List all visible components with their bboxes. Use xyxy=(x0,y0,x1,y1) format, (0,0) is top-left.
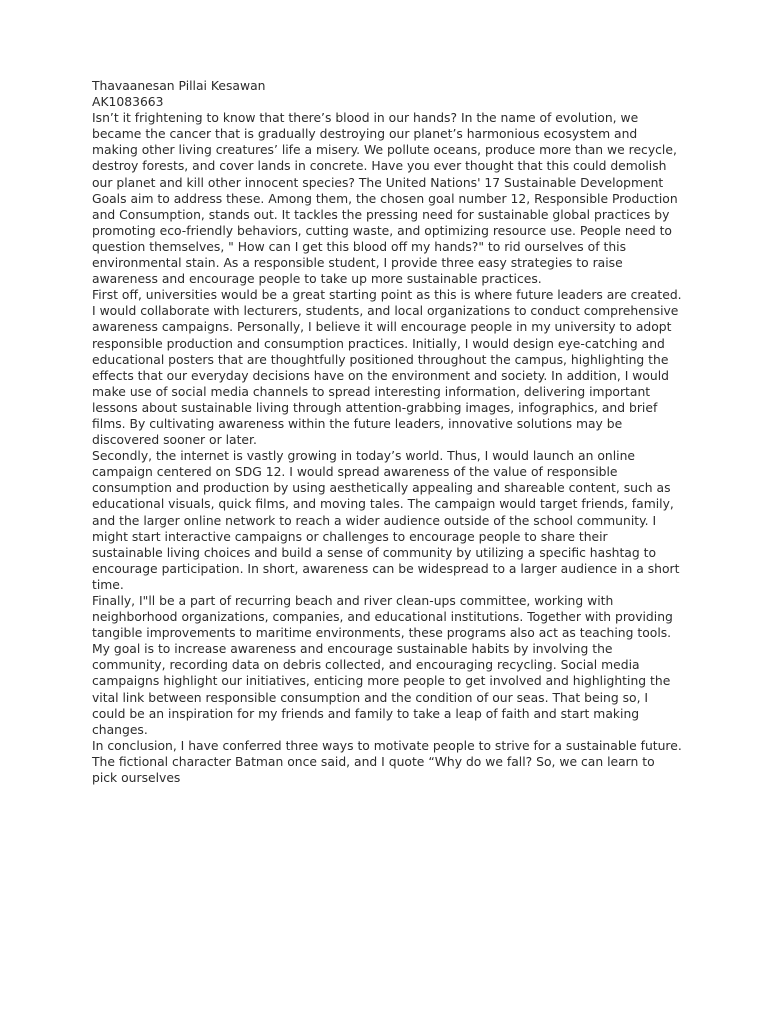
paragraph-second-strategy: Secondly, the internet is vastly growing in today’s world. Thus, I would launch an online campaign centered on SDG 12. I would spread awareness of the value of responsible consumption and production by using aesthetically appealing and shareable content, such as educational visuals, quick films, and moving tales. The campaign would target friends, family, and the larger online network to reach a wider audience outside of the school community. I might start interactive campaigns or challenges to encourage people to share their sustainable living choices and build a sense of community by utilizing a specific hashtag to encourage participation. In short, awareness can be widespread to a larger audience in a short time. xyxy=(92,449,680,592)
document-body xyxy=(92,78,682,786)
paragraph-third-strategy: Finally, I"ll be a part of recurring beach and river clean-ups committee, working with neighborhood organizations, companies, and educational institutions. Together with providing tangible improvements to maritime environments, these programs also act as teaching tools. My goal is to increase awareness and encourage sustainable habits by involving the community, recording data on debris collected, and encouraging recycling. Social media campaigns highlight our initiatives, enticing more people to get involved and highlighting the vital link between responsible consumption and the condition of our seas. That being so, I could be an inspiration for my friends and family to take a leap of faith and start making changes. xyxy=(92,594,673,737)
paragraph-first-strategy: First off, universities would be a great starting point as this is where future leaders are created. I would collaborate with lecturers, students, and local organizations to conduct comprehensive awareness campaigns. Personally, I believe it will encourage people in my university to adopt responsible production and consumption practices. Initially, I would design eye-catching and educational posters that are thoughtfully positioned throughout the campus, highlighting the effects that our everyday decisions have on the environment and society. In addition, I would make use of social media channels to spread interesting information, delivering important lessons about sustainable living through attention-grabbing images, infographics, and brief films. By cultivating awareness within the future leaders, innovative solutions may be discovered sooner or later. xyxy=(92,288,682,448)
student-id: AK1083663 xyxy=(92,95,164,110)
paragraph-introduction: Isn’t it frightening to know that there’s blood in our hands? In the name of evolution, we became the cancer that is gradually destroying our planet’s harmonious ecosystem and making other living creatures’ life a misery. We pollute oceans, produce more than we recycle, destroy forests, and cover lands in concrete. Have you ever thought that this could demolish our planet and kill other innocent species? The United Nations' 17 Sustainable Development Goals aim to address these. Among them, the chosen goal number 12, Responsible Production and Consumption, stands out. It tackles the pressing need for sustainable global practices by promoting eco-friendly behaviors, cutting waste, and optimizing resource use. People need to question themselves, " How can I get this blood off my hands?" to rid ourselves of this environmental stain. As a responsible student, I provide three easy strategies to raise awareness and encourage people to take up more sustainable practices. xyxy=(92,111,678,287)
author-name: Thavaanesan Pillai Kesawan xyxy=(92,79,266,93)
paragraph-conclusion: In conclusion, I have conferred three ways to motivate people to strive for a sustainable future. The fictional character Batman once said, and I quote “Why do we fall? So, we can learn to pick ourselves xyxy=(92,738,682,786)
